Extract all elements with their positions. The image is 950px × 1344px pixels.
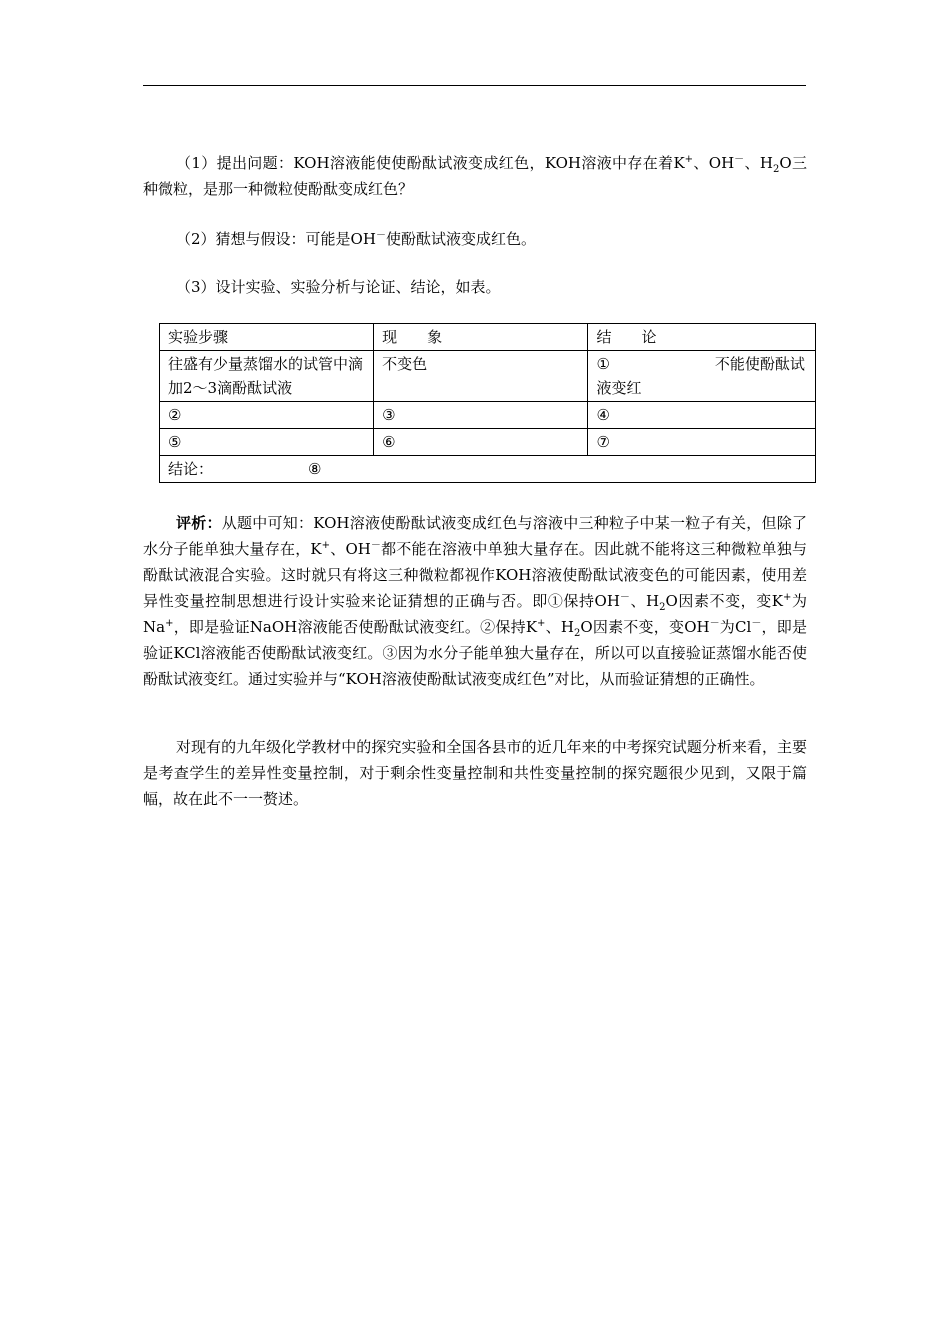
table-row xyxy=(160,402,816,429)
table-row xyxy=(160,429,816,456)
header-rule xyxy=(143,85,806,86)
cell-final-conclusion: 结论： ⑧ xyxy=(160,456,816,483)
cell-step: 往盛有少量蒸馏水的试管中滴加2～3滴酚酞试液 xyxy=(160,351,374,402)
header-phenomenon: 现 象 xyxy=(374,324,588,351)
analysis-label: 评析： xyxy=(176,514,222,532)
paragraph-analysis: 评析：从题中可知：KOH溶液使酚酞试液变成红色与溶液中三种粒子中某一粒子有关，但除了水分子能单独大量存在，K+、OH－都不能在溶液中单独大量存在。因此就不能将这三种微粒单独与酚酞试液混合实验。这时就只有将这三种微粒都视作KOH溶液使酚酞试液变色的可能因素，使用差异性变量控制思想进行设计实验来论证猜想的正确与否。即①保持OH－、$H_2O$因素不变，变K+为Na+，即是验证NaOH溶液能否使酚酞试液变红。②保持K+、$H_2O$因素不变，变OH－为Cl－，即是验证KCl溶液能否使酚酞试液变红。③因为水分子能单独大量存在，所以可以直接验证蒸馏水能否使酚酞试液变红。通过实验并与“KOH溶液使酚酞试液变成红色”对比，从而验证猜想的正确性。 xyxy=(143,514,807,688)
cell-phenomenon: ③ xyxy=(374,402,588,429)
cell-conclusion: ④ xyxy=(588,402,816,429)
cell-phenomenon: 不变色 xyxy=(374,351,588,402)
paragraph-summary: 对现有的九年级化学教材中的探究实验和全国各县市的近几年来的中考探究试题分析来看，主要是考查学生的差异性变量控制，对于剩余性变量控制和共性变量控制的探究题很少见到，又限于篇幅，故在此不一一赘述。 xyxy=(143,738,807,808)
cell-phenomenon: ⑥ xyxy=(374,429,588,456)
paragraph-hypothesis: （2）猜想与假设：可能是OH－使酚酞试液变成红色。 xyxy=(176,230,536,248)
table-header-row xyxy=(160,324,816,351)
header-step: 实验步骤 xyxy=(160,324,374,351)
table-row xyxy=(160,351,816,402)
cell-step: ② xyxy=(160,402,374,429)
cell-conclusion: ① 不能使酚酞试液变红 xyxy=(588,351,816,402)
paragraph-design: （3）设计实验、实验分析与论证、结论，如表。 xyxy=(176,278,501,296)
cell-conclusion: ⑦ xyxy=(588,429,816,456)
paragraph-question: （1）提出问题：KOH溶液能使使酚酞试液变成红色，KOH溶液中存在着K+、OH－、$H_2O$三种微粒，是那一种微粒使酚酞变成红色？ xyxy=(143,154,807,198)
experiment-table xyxy=(159,323,816,483)
header-conclusion: 结 论 xyxy=(588,324,816,351)
cell-step: ⑤ xyxy=(160,429,374,456)
table-final-row xyxy=(160,456,816,483)
